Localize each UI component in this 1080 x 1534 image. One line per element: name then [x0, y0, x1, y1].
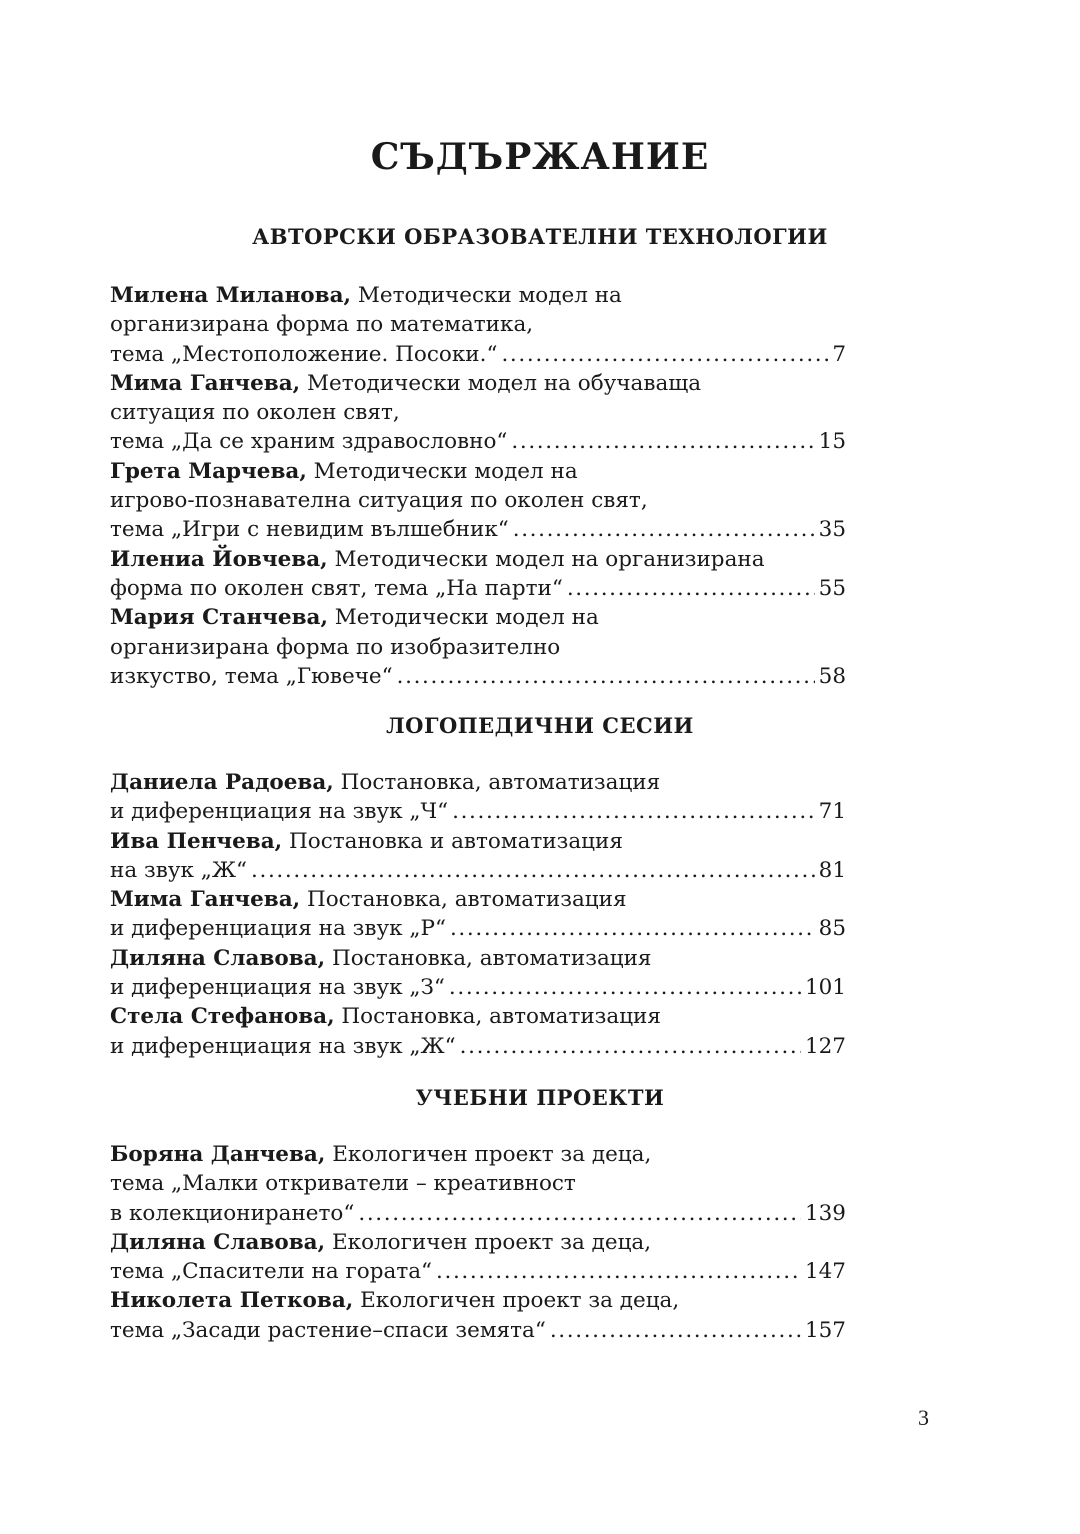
toc-entry-text: изкуство, тема „Гювече“ [110, 663, 393, 689]
toc-entry-line [110, 369, 846, 398]
toc-entry-page-number: 127 [804, 1033, 846, 1059]
toc-entry-text: на звук „Ж“ [110, 857, 248, 883]
toc-entry-text: игрово-познавателна ситуация по околен свят, [110, 488, 648, 514]
toc-entry-text: тема „Местоположение. Посоки.“ [110, 341, 498, 367]
toc-entry-text: Екологичен проект за деца, [360, 1288, 680, 1314]
toc-entry [110, 885, 846, 944]
toc-entry-line [110, 486, 846, 515]
toc-entry-line [110, 1002, 846, 1031]
toc-entry-line [110, 603, 846, 632]
section-entries [110, 768, 846, 1061]
toc-entry-page-number: 7 [832, 341, 846, 367]
toc-entry-text: и диференциация на звук „Ж“ [110, 1033, 456, 1059]
toc-entry-line [110, 856, 846, 885]
toc-entry-text: тема „Малки откриватели – креативност [110, 1171, 576, 1197]
toc-entry-text: форма по околен свят, тема „На парти“ [110, 575, 563, 601]
toc-entry-page-number: 85 [818, 916, 846, 942]
toc-entry-page-number: 147 [804, 1259, 846, 1285]
toc-entry-text: и диференциация на звук „Ч“ [110, 799, 449, 825]
toc-entry-author: Илениа Йовчева, [110, 546, 328, 572]
toc-entry-page-number: 139 [804, 1200, 846, 1226]
dot-leader [511, 427, 814, 456]
page-title: СЪДЪРЖАНИЕ [370, 136, 710, 178]
toc-entry-line [110, 574, 846, 603]
toc-entry [110, 1002, 846, 1061]
toc-entry-author: Боряна Данчева, [110, 1142, 326, 1167]
toc-entry-line [110, 545, 846, 574]
toc-entry-line [110, 310, 846, 339]
toc-entry-line [110, 973, 846, 1002]
toc-entry-line [110, 1199, 846, 1228]
toc-entry-line [110, 1286, 846, 1315]
toc-entry-text: в колекционирането“ [110, 1200, 355, 1226]
dot-leader [501, 340, 828, 369]
toc-entry-author: Грета Марчева, [110, 458, 307, 484]
toc-entry-line [110, 768, 846, 797]
toc-entry [110, 1286, 846, 1345]
toc-entry-text: тема „Да се храним здравословно“ [110, 429, 508, 455]
toc-entry-text: организирана форма по математика, [110, 312, 534, 338]
toc-entry-text: Методически модел на [357, 283, 622, 308]
toc-entry-author: Диляна Славова, [110, 1229, 326, 1255]
toc-entry [110, 944, 846, 1003]
toc-entry-text: и диференциация на звук „З“ [110, 975, 445, 1001]
toc-entry-line [110, 1316, 846, 1345]
toc-entry-text: тема „Спасители на гората“ [110, 1259, 433, 1285]
toc-entry-page-number: 58 [818, 663, 846, 689]
toc-entry-page-number: 35 [818, 517, 846, 543]
toc-entry-text: Методически модел на [313, 458, 578, 484]
toc-entry-page-number: 101 [804, 975, 846, 1001]
toc-entry-author: Стела Стефанова, [110, 1004, 335, 1030]
dot-leader [550, 1316, 801, 1345]
toc-entry-text: Постановка, автоматизация [306, 887, 627, 913]
toc-entry-text: Постановка и автоматизация [289, 828, 623, 854]
toc-entry-line [110, 1140, 846, 1169]
toc-entry-line [110, 1228, 846, 1257]
toc-entry-line [110, 427, 846, 456]
dot-leader [460, 1032, 801, 1061]
toc-entry-author: Мима Ганчева, [110, 887, 301, 913]
toc-entry-line [110, 633, 846, 662]
toc-entry [110, 281, 846, 369]
section-title: ЛОГОПЕДИЧНИ СЕСИИ [386, 713, 694, 738]
dot-leader [251, 856, 815, 885]
toc-entry-page-number: 71 [818, 799, 846, 825]
toc-entry-line [110, 1032, 846, 1061]
toc-entry-text: Екологичен проект за деца, [331, 1229, 652, 1255]
toc-entry-line [110, 1257, 846, 1286]
toc-entry-page-number: 157 [804, 1317, 846, 1343]
toc-entry-text: Екологичен проект за деца, [332, 1142, 652, 1167]
toc-entry-page-number: 55 [818, 575, 846, 601]
toc-entry-author: Мария Станчева, [110, 605, 328, 631]
toc-entry-author: Ива Пенчева, [110, 828, 283, 854]
toc-entry [110, 457, 846, 545]
dot-leader [567, 574, 815, 603]
toc-entry-line [110, 885, 846, 914]
toc-entry-author: Даниела Радоева, [110, 770, 334, 795]
toc-entry-text: Методически модел на организирана [334, 546, 765, 572]
toc-entry-text: тема „Игри с невидим вълшебник“ [110, 517, 509, 543]
toc-entry-line [110, 457, 846, 486]
toc-entry-line [110, 340, 846, 369]
toc-entry [110, 369, 846, 457]
section-title: АВТОРСКИ ОБРАЗОВАТЕЛНИ ТЕХНОЛОГИИ [252, 224, 828, 249]
toc-entry-text: Постановка, автоматизация [340, 770, 661, 795]
toc-entry-page-number: 81 [818, 857, 846, 883]
toc-entry-text: ситуация по околен свят, [110, 400, 400, 426]
toc-entry-author: Николета Петкова, [110, 1288, 354, 1314]
section-entries [110, 281, 846, 691]
toc-entry-line [110, 1169, 846, 1198]
toc-entry-text: организирана форма по изобразително [110, 634, 561, 660]
toc-entry-text: Постановка, автоматизация [331, 945, 652, 971]
toc-entry-line [110, 797, 846, 826]
toc-entry [110, 603, 846, 691]
dot-leader [358, 1199, 801, 1228]
toc-entry-line [110, 944, 846, 973]
dot-leader [513, 515, 815, 544]
dot-leader [449, 973, 801, 1002]
toc-entry-author: Милена Миланова, [110, 283, 352, 308]
toc-entry-text: Методически модел на обучаваща [306, 370, 702, 396]
toc-entry-page-number: 15 [818, 429, 846, 455]
dot-leader [452, 797, 815, 826]
toc-entry-line [110, 515, 846, 544]
toc-entry-text: Постановка, автоматизация [341, 1004, 661, 1030]
toc-entry-line [110, 662, 846, 691]
toc-entry [110, 545, 846, 604]
toc-entry [110, 1228, 846, 1287]
toc-entry-author: Мима Ганчева, [110, 370, 301, 396]
dot-leader [397, 662, 815, 691]
page-number: 3 [918, 1405, 929, 1430]
toc-entry-text: Методически модел на [334, 605, 599, 631]
toc-entry-text: тема „Засади растение–спаси земята“ [110, 1317, 546, 1343]
dot-leader [450, 914, 815, 943]
toc-entry-author: Диляна Славова, [110, 945, 326, 971]
toc-entry [110, 768, 846, 827]
toc-entry-line [110, 398, 846, 427]
toc-entry [110, 827, 846, 886]
toc-entry [110, 1140, 846, 1228]
toc-entry-text: и диференциация на звук „Р“ [110, 916, 446, 942]
dot-leader [436, 1257, 801, 1286]
section-title: УЧЕБНИ ПРОЕКТИ [415, 1085, 665, 1110]
toc-entry-line [110, 827, 846, 856]
toc-entry-line [110, 281, 846, 310]
section-entries [110, 1140, 846, 1345]
toc-entry-line [110, 914, 846, 943]
